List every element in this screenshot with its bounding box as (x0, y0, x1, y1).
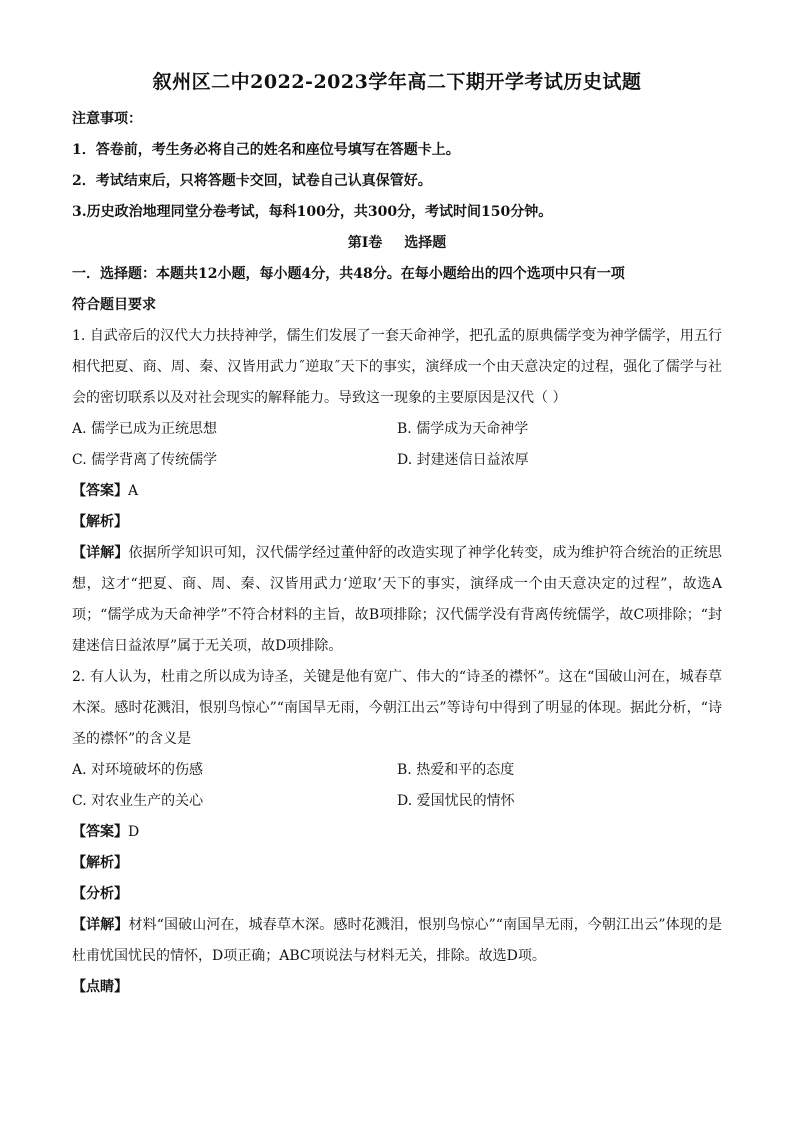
answer-value: A (128, 483, 139, 499)
question-2-option-d: D. 爱国忧民的情怀 (397, 793, 515, 809)
question-1-stem: 1. 自武帝后的汉代大力扶持神学，儒生们发展了一套天命神学，把孔孟的原典儒学变为神学儒学，用五行相代把夏、商、周、秦、汉皆用武力˝逆取˝天下的事实，演绎成一个由天意决定的过程，强化了儒学与社会的密切联系以及对社会现实的解释能力。导致这一现象的主要原因是汉代（ ） (72, 328, 722, 406)
question-1-option-a: A. 儒学已成为正统思想 (72, 421, 218, 437)
answer-tag: 【答案】 (72, 824, 128, 840)
question-2-option-c: C. 对农业生产的关心 (72, 793, 204, 809)
detail-tag: 【详解】 (72, 545, 129, 561)
detail-text: 依据所学知识可知，汉代儒学经过董仲舒的改造实现了神学化转变，成为维护符合统治的正统思想，这才“把夏、商、周、秦、汉皆用武力‘逆取’天下的事实，演绎成一个由天意决定的过程”，故选A项；“儒学成为天命神学”不符合材料的主旨，故B项排除；汉代儒学没有背离传统儒学，故C项排除；“封建迷信日益浓厚”属于无关项，故D项排除。 (72, 545, 723, 654)
question-1-options (72, 414, 722, 476)
question-1-option-b: B. 儒学成为天命神学 (397, 421, 529, 437)
question-2-stem: 2. 有人认为，杜甫之所以成为诗圣，关键是他有宽广、伟大的“诗圣的襟怀”。这在“国破山河在，城春草木深。感时花溅泪，恨别鸟惊心”“南国旱无雨，今朝江出云”等诗句中得到了明显的体现。据此分析，“诗圣的襟怀”的含义是 (72, 669, 722, 747)
question-1-detail (72, 538, 722, 662)
exam-page (72, 66, 722, 1003)
question-2-analysis-tag: 【解析】 (72, 855, 128, 871)
question-1-option-d: D. 封建迷信日益浓厚 (397, 452, 529, 468)
notice-item-2: 2．考试结束后，只将答题卡交回，试卷自己认真保管好。 (72, 173, 432, 189)
question-2-answer (72, 817, 722, 848)
notice-item-3: 3.历史政治地理同堂分卷考试，每科100分，共300分，考试时间150分钟。 (72, 204, 553, 220)
question-2-summary-tag: 【分析】 (72, 886, 128, 902)
question-2-comment-tag: 【点睛】 (72, 979, 128, 995)
question-2-option-a: A. 对环境破坏的伤感 (72, 762, 204, 778)
notice-item-1: 1．答卷前，考生务必将自己的姓名和座位号填写在答题卡上。 (72, 142, 460, 158)
detail-tag: 【详解】 (72, 917, 129, 933)
question-1-option-c: C. 儒学背离了传统儒学 (72, 452, 218, 468)
part-instruction-line-1: 一．选择题：本题共12小题，每小题4分，共48分。在每小题给出的四个选项中只有一项 (72, 266, 625, 282)
page-title: 叙州区二中2022-2023学年高二下期开学考试历史试题 (152, 71, 642, 93)
question-1-analysis-tag: 【解析】 (72, 514, 128, 530)
part-instruction-line-2: 符合题目要求 (72, 297, 156, 313)
question-1-answer (72, 476, 722, 507)
notice-heading: 注意事项： (72, 111, 142, 127)
question-2-option-b: B. 热爱和平的态度 (397, 762, 515, 778)
section-name: 选择题 (404, 235, 447, 251)
section-heading (72, 228, 722, 259)
detail-text: 材料“国破山河在，城春草木深。感时花溅泪，恨别鸟惊心”“南国旱无雨，今朝江出云”体现的是杜甫忧国忧民的情怀，D项正确；ABC项说法与材料无关，排除。故选D项。 (72, 917, 722, 964)
question-2-options (72, 755, 722, 817)
section-label: 第Ⅰ卷 (347, 235, 383, 251)
question-2-detail (72, 910, 722, 972)
answer-value: D (128, 824, 140, 840)
answer-tag: 【答案】 (72, 483, 128, 499)
